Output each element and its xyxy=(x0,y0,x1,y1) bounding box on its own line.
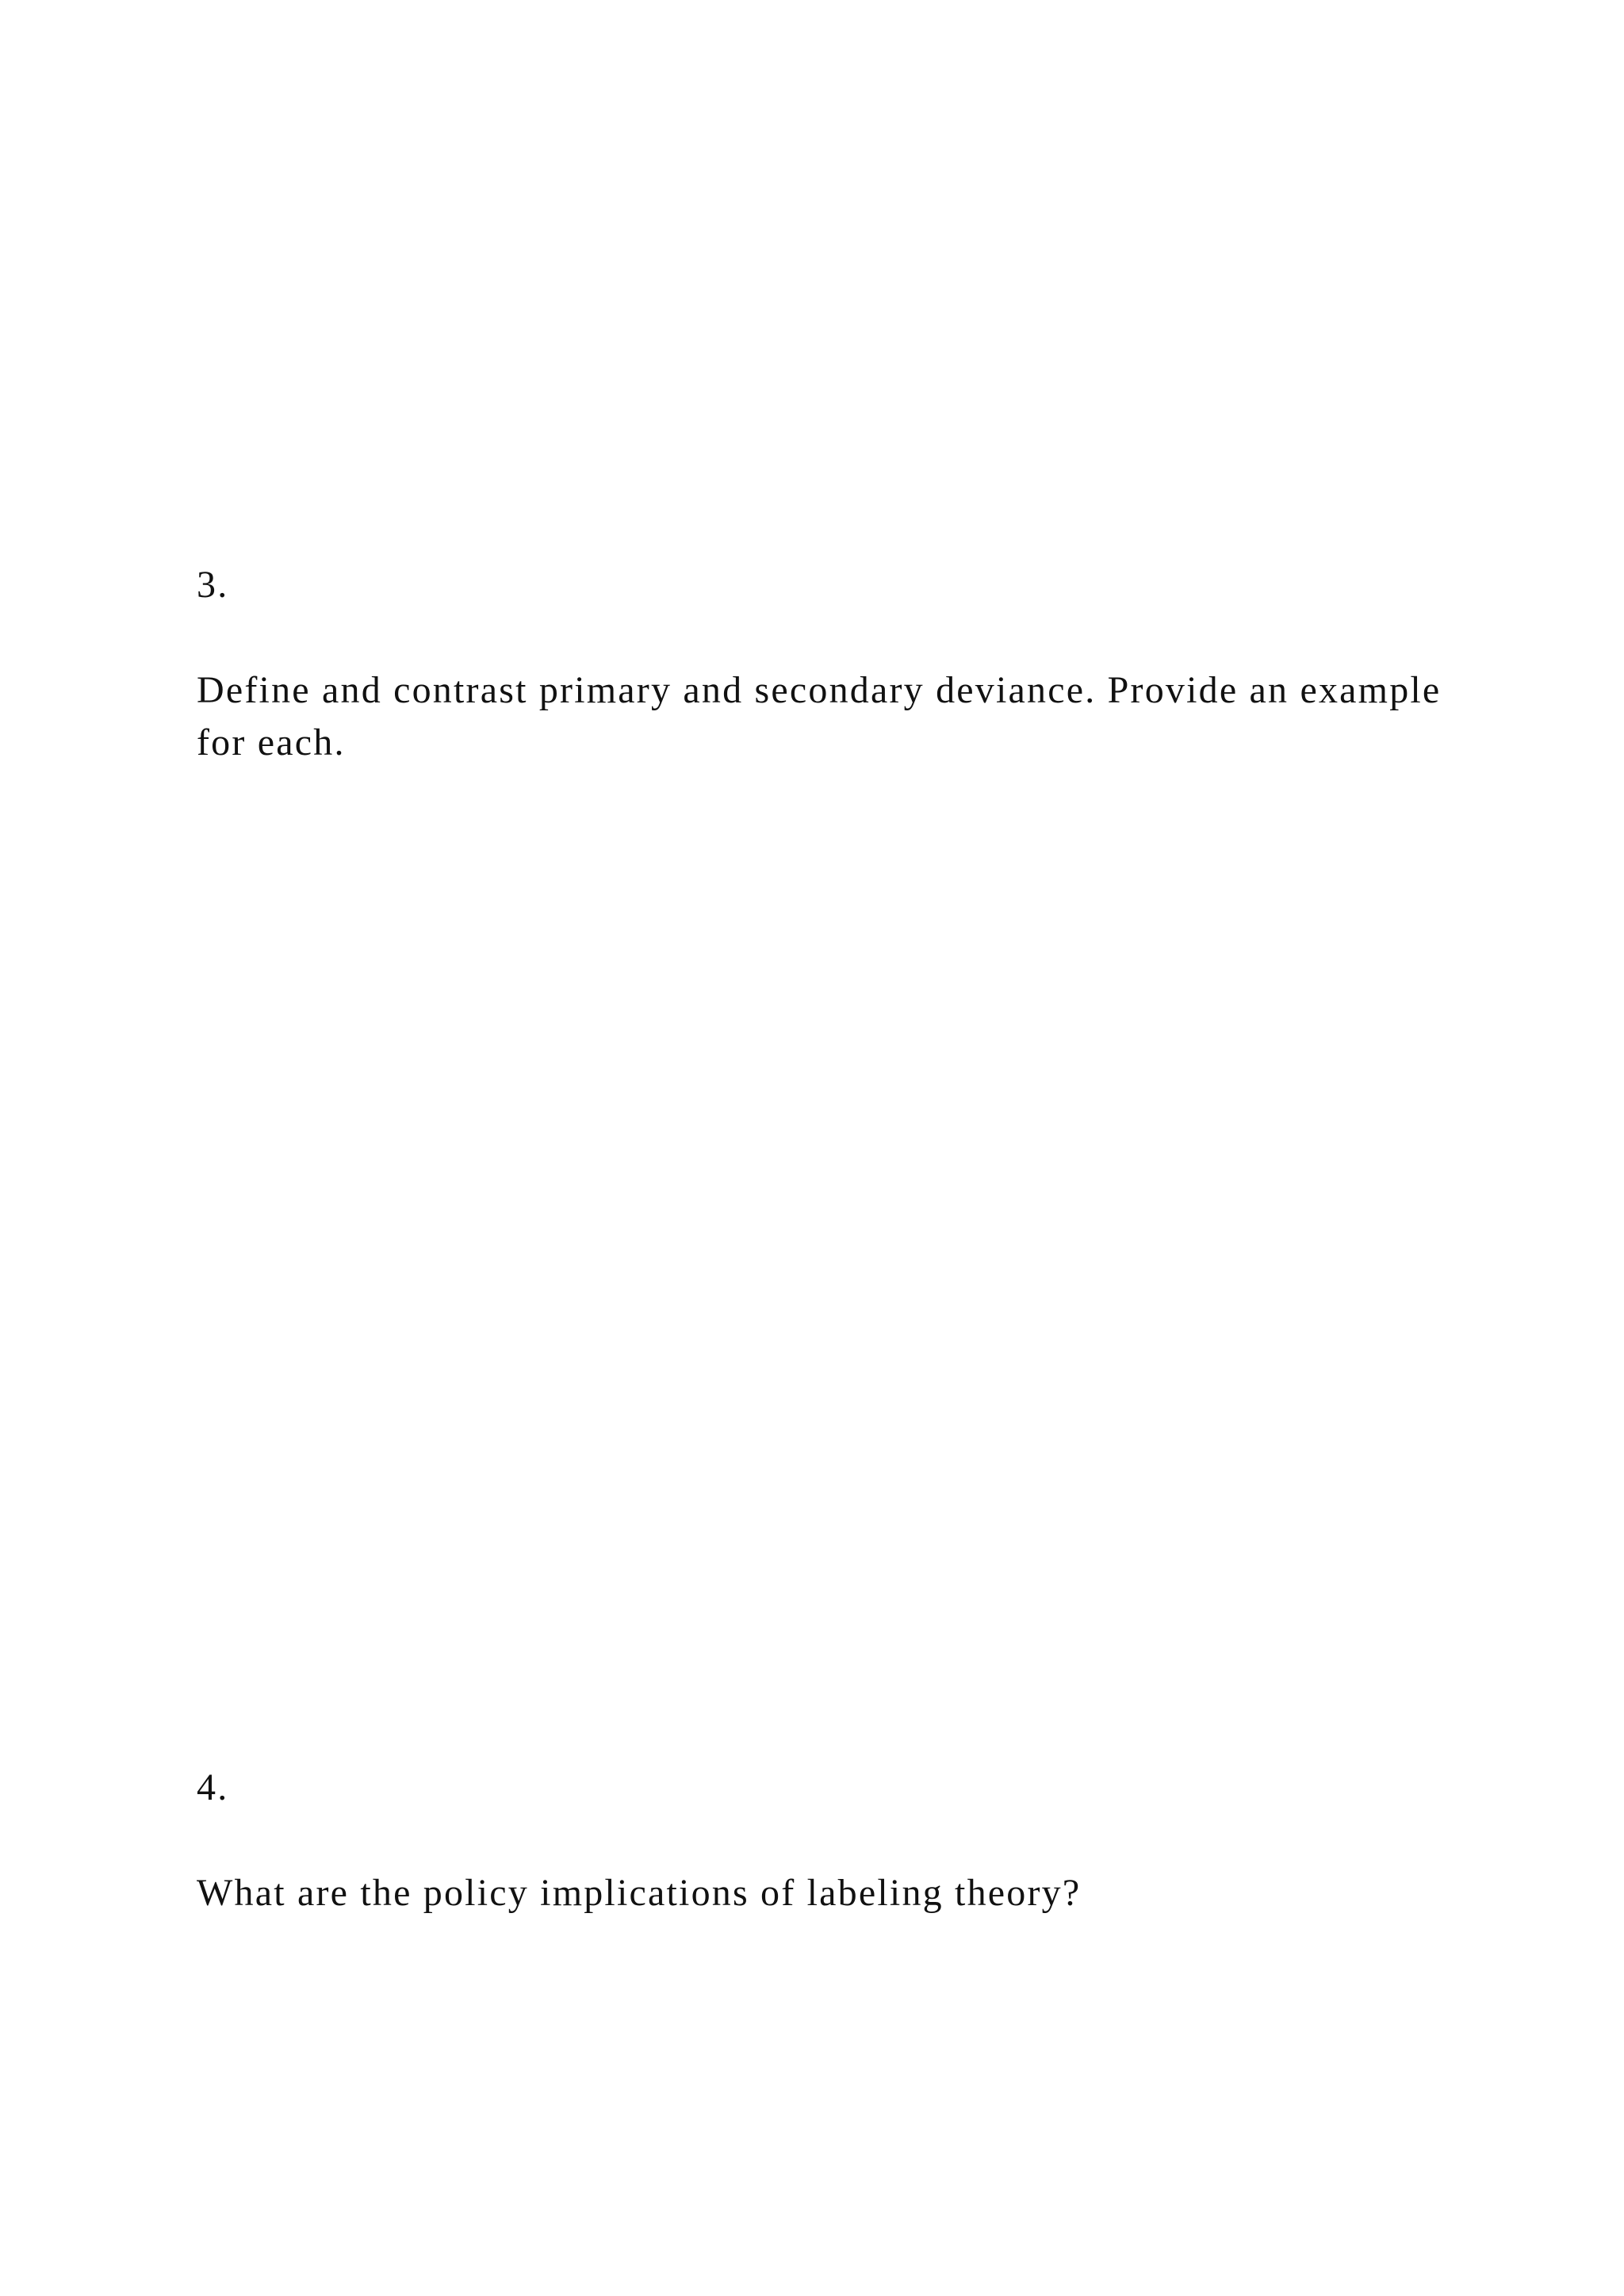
question-4-number: 4. xyxy=(197,1766,229,1808)
question-3-number: 3. xyxy=(197,564,229,606)
question-3-text: Define and contrast primary and secondary deviance. Provide an example for each. xyxy=(197,669,1442,763)
question-4-text: What are the policy implications of labeling theory? xyxy=(197,1872,1082,1914)
